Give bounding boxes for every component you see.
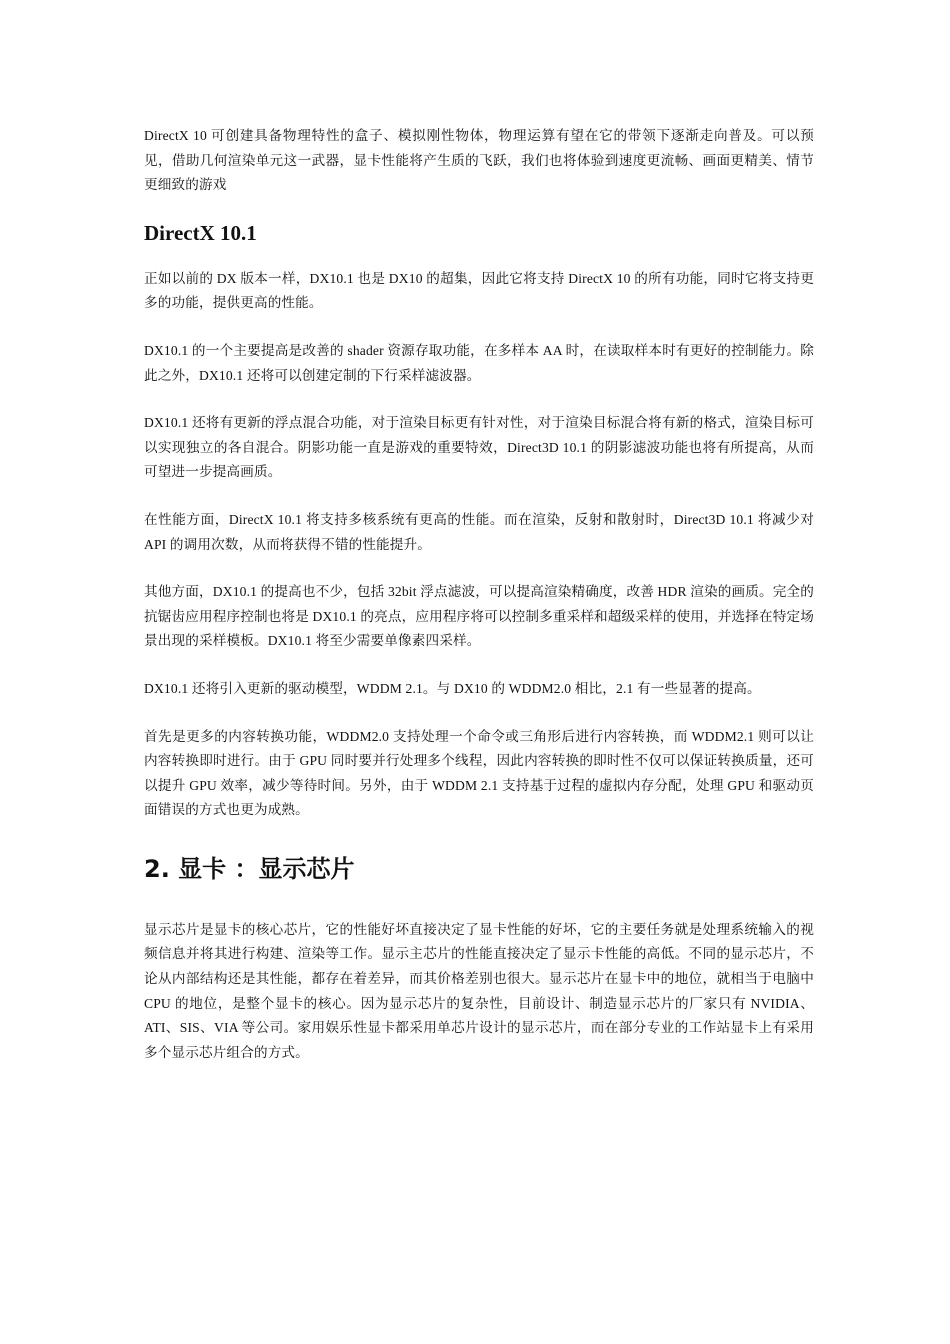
- heading-display-chip: 2. 显卡 ：显示芯片: [144, 854, 355, 883]
- heading-directx-10-1: DirectX 10.1: [144, 220, 257, 245]
- body-paragraph: 显示芯片是显卡的核心芯片，它的性能好坏直接决定了显卡性能的好坏，它的主要任务就是处理系统输入的视频信息并将其进行构建、渲染等工作。显示主芯片的性能直接决定了显示卡性能的高低。不同的显示芯片，不论从内部结构还是其性能，都存在着差异，而其价格差别也很大。显示芯片在显卡中的地位，就相当于电脑中 CPU 的地位，是整个显卡的核心。因为显示芯片的复杂性，目前设计、制造显示芯片的厂家只有 NVIDIA、ATI、SIS、VIA 等公司。家用娱乐性显卡都采用单芯片设计的显示芯片，而在部分专业的工作站显卡上有采用多个显示芯片组合的方式。: [144, 921, 814, 1060]
- body-paragraph: DX10.1 还将引入更新的驱动模型，WDDM 2.1。与 DX10 的 WDDM2.0 相比，2.1 有一些显著的提高。: [144, 680, 761, 696]
- body-paragraph: 正如以前的 DX 版本一样，DX10.1 也是 DX10 的超集，因此它将支持 DirectX 10 的所有功能，同时它将支持更多的功能，提供更高的性能。: [144, 270, 814, 311]
- document-page: [144, 124, 814, 1065]
- body-paragraph: 首先是更多的内容转换功能，WDDM2.0 支持处理一个命令或三角形后进行内容转换，而 WDDM2.1 则可以让内容转换即时进行。由于 GPU 同时要并行处理多个线程，因此内容转换的即时性不仅可以保证转换质量，还可以提升 GPU 效率，减少等待时间。另外，由于 WDDM 2.1 支持基于过程的虚拟内存分配，处理 GPU 和驱动页面错误的方式也更为成熟。: [144, 728, 814, 818]
- body-paragraph: DX10.1 还将有更新的浮点混合功能，对于渲染目标更有针对性，对于渲染目标混合将有新的格式，渲染目标可以实现独立的各自混合。阴影功能一直是游戏的重要特效，Direct3D 10.1 的阴影滤波功能也将有所提高，从而可望进一步提高画质。: [144, 415, 814, 480]
- body-paragraph: 在性能方面，DirectX 10.1 将支持多核系统有更高的性能。而在渲染，反射和散射时，Direct3D 10.1 将减少对 API 的调用次数，从而将获得不错的性能提升。: [144, 511, 814, 552]
- body-paragraph: DX10.1 的一个主要提高是改善的 shader 资源存取功能，在多样本 AA 时，在读取样本时有更好的控制能力。除此之外，DX10.1 还将可以创建定制的下行采样滤波器。: [144, 342, 814, 383]
- body-paragraph: 其他方面，DX10.1 的提高也不少，包括 32bit 浮点滤波，可以提高渲染精确度，改善 HDR 渲染的画质。完全的抗锯齿应用程序控制也将是 DX10.1 的亮点，应用程序将可以控制多重采样和超级采样的使用，并选择在特定场景出现的采样模板。DX10.1 将至少需要单像素四采样。: [144, 584, 814, 649]
- intro-paragraph: DirectX 10 可创建具备物理特性的盒子、模拟刚性物体，物理运算有望在它的带领下逐渐走向普及。可以预见，借助几何渲染单元这一武器，显卡性能将产生质的飞跃，我们也将体验到速度更流畅、画面更精美、情节更细致的游戏: [144, 128, 814, 193]
